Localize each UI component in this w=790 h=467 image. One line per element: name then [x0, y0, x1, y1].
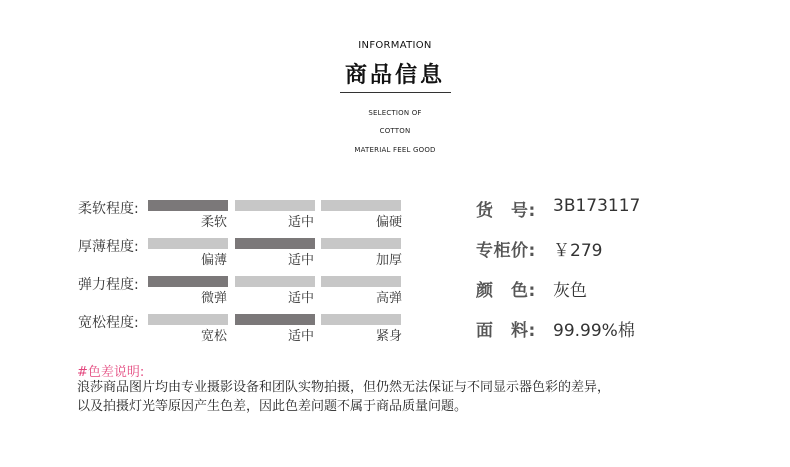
- rating-bar: [148, 238, 228, 249]
- rating-label: 宽松程度:: [78, 315, 139, 331]
- rating-bar: [235, 200, 315, 211]
- rating-bar: [148, 200, 228, 211]
- rating-option: 柔软: [200, 215, 227, 230]
- rating-bar: [235, 314, 315, 325]
- color-note-title: #色差说明:: [77, 365, 145, 380]
- rating-bar: [235, 238, 315, 249]
- rating-bar: [148, 314, 228, 325]
- rating-row-fit: [78, 311, 408, 349]
- color-note-line-2: 以及拍摄灯光等原因产生色差，因此色差问题不属于商品质量问题。: [77, 399, 468, 414]
- rating-bar: [148, 276, 228, 287]
- color-note-text: [77, 378, 610, 416]
- rating-option: 高弹: [375, 291, 402, 306]
- spec-key: 颜 色:: [476, 281, 536, 301]
- rating-bar: [321, 200, 401, 211]
- spec-value: 3B173117: [553, 196, 641, 216]
- rating-option: 宽松: [200, 329, 227, 344]
- rating-bar: [235, 276, 315, 287]
- rating-row-softness: [78, 197, 408, 235]
- rating-option: 适中: [287, 329, 314, 344]
- spec-value: ￥279: [553, 241, 603, 261]
- title-underline: [340, 92, 451, 93]
- rating-bar: [321, 276, 401, 287]
- rating-table: [78, 197, 408, 349]
- rating-option: 加厚: [375, 253, 402, 268]
- color-note-line-1: 浪莎商品图片均由专业摄影设备和团队实物拍摄，但仍然无法保证与不同显示器色彩的差异，: [77, 380, 611, 395]
- rating-bar: [321, 314, 401, 325]
- spec-key: 面 料:: [476, 321, 536, 341]
- spec-value: 99.99%棉: [553, 321, 635, 341]
- rating-option: 适中: [287, 291, 314, 306]
- rating-option: 偏硬: [375, 215, 402, 230]
- rating-option: 偏薄: [200, 253, 227, 268]
- rating-label: 弹力程度:: [78, 277, 139, 293]
- subtitle-line-1: SELECTION OF: [368, 109, 422, 117]
- rating-label: 柔软程度:: [78, 201, 139, 217]
- rating-row-elasticity: [78, 273, 408, 311]
- subtitle-line-2: COTTON: [379, 127, 411, 135]
- page-title: 商品信息: [344, 63, 445, 88]
- rating-option: 微弹: [200, 291, 227, 306]
- rating-option: 紧身: [375, 329, 402, 344]
- rating-row-thickness: [78, 235, 408, 273]
- spec-key: 货 号:: [476, 201, 536, 221]
- rating-option: 适中: [287, 253, 314, 268]
- spec-key: 专柜价:: [476, 241, 536, 261]
- rating-option: 适中: [287, 215, 314, 230]
- rating-bar: [321, 238, 401, 249]
- title-en: INFORMATION: [358, 40, 432, 51]
- subtitle-line-3: MATERIAL FEEL GOOD: [354, 146, 436, 154]
- spec-value: 灰色: [553, 281, 587, 301]
- rating-label: 厚薄程度:: [78, 239, 139, 255]
